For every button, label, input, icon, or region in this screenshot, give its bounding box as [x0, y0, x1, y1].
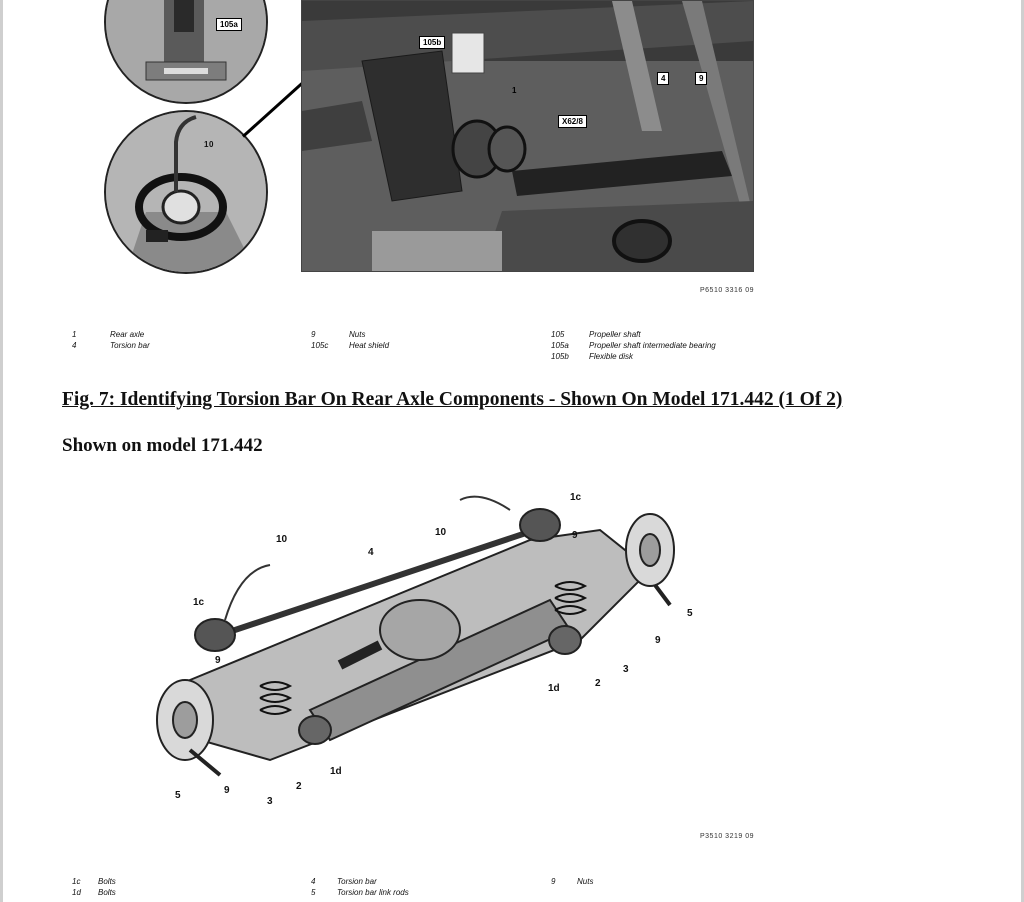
callout-9: 9: [695, 72, 707, 85]
legend-row: 1 Rear axle: [72, 330, 145, 339]
legend-row: 4 Torsion bar: [311, 877, 377, 886]
callout-1d-left: 1d: [330, 766, 342, 777]
callout-3-left: 3: [267, 796, 273, 807]
callout-9-right: 9: [655, 635, 661, 646]
legend-row: 105c Heat shield: [311, 341, 390, 350]
callout-9-left: 9: [215, 655, 221, 666]
legend-bottom-col1: [72, 876, 116, 898]
callout-105a: 105a: [216, 18, 242, 31]
callout-2-left: 2: [296, 781, 302, 792]
figure-code-bottom: P3510 3219 09: [700, 833, 754, 840]
callout-1c-top: 1c: [570, 492, 582, 503]
callout-10-left: 10: [276, 534, 288, 545]
legend-row: 105 Propeller shaft: [551, 330, 641, 339]
legend-top-col2: [311, 329, 389, 351]
callout-3-right: 3: [623, 664, 629, 675]
legend-bottom-col2: [311, 876, 409, 898]
figure-title: Fig. 7: Identifying Torsion Bar On Rear Axle Components - Shown On Model 171.442 (1 Of 2): [62, 389, 843, 410]
callout-x62-8: X62/8: [558, 115, 587, 128]
rear-axle-photo: [301, 0, 754, 272]
legend-bottom-col3: [551, 876, 593, 887]
callout-1: 1: [512, 86, 517, 95]
legend-row: 9 Nuts: [551, 877, 594, 886]
callout-5-left: 5: [175, 790, 181, 801]
legend-row: 4 Torsion bar: [72, 341, 150, 350]
legend-row: 9 Nuts: [311, 330, 366, 339]
figure-code-top: P6510 3316 09: [700, 287, 754, 294]
rear-axle-diagram: [130, 480, 750, 820]
callout-10-top: 10: [435, 527, 447, 538]
section-subtitle: Shown on model 171.442: [62, 435, 263, 456]
callout-1d-right: 1d: [548, 683, 560, 694]
callout-1c-left: 1c: [193, 597, 205, 608]
callout-4: 4: [368, 547, 374, 558]
callout-9-low: 9: [224, 785, 230, 796]
callout-2-right: 2: [595, 678, 601, 689]
callout-9-top: 9: [572, 530, 578, 541]
legend-row: 105a Propeller shaft intermediate bearing: [551, 341, 716, 350]
inset-photo-intermediate-bearing: [104, 0, 268, 104]
legend-row: 5 Torsion bar link rods: [311, 888, 409, 897]
callout-5-right: 5: [687, 608, 693, 619]
callout-10-inset: 10: [204, 140, 214, 149]
legend-top-col1: [72, 329, 150, 351]
legend-row: 1c Bolts: [72, 877, 116, 886]
inset-leader-line: [242, 79, 307, 138]
page-edge-left: [0, 0, 3, 902]
legend-row: 1d Bolts: [72, 888, 116, 897]
legend-top-col3: [551, 329, 716, 362]
callout-4: 4: [657, 72, 669, 85]
callout-105b: 105b: [419, 36, 445, 49]
legend-row: 105b Flexible disk: [551, 352, 634, 361]
